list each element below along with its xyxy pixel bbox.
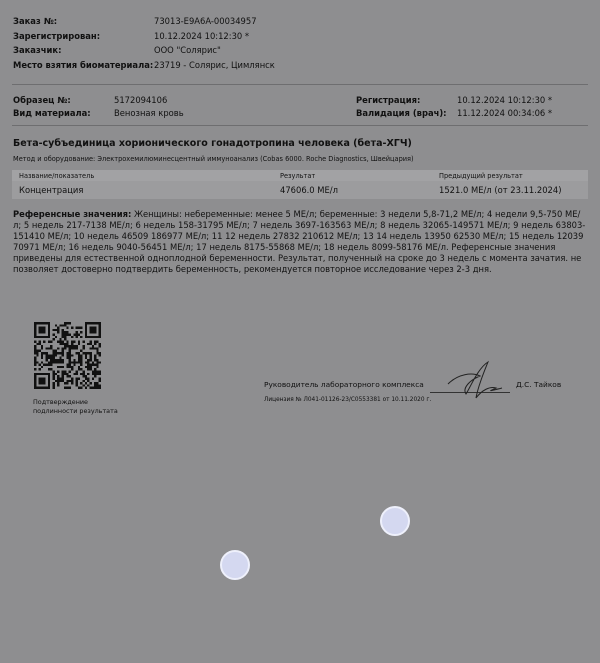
sample-number: 5172094106 — [114, 95, 168, 105]
collection-place-label: Место взятия биоматериала: — [13, 60, 154, 70]
license-text: Лицензия № Л041-01126-23/С0553381 от 10.11.2020 г. — [264, 397, 432, 403]
qr-code[interactable] — [34, 322, 101, 389]
order-number: 73013-E9A6A-00034957 — [154, 16, 257, 26]
divider — [12, 125, 588, 126]
head-of-lab-name: Д.С. Тайков — [516, 380, 562, 389]
material-value: Венозная кровь — [114, 108, 184, 118]
client-value: ООО "Солярис" — [154, 45, 221, 55]
head-of-lab-label: Руководитель лабораторного комплекса — [264, 380, 424, 389]
touch-indicator — [380, 506, 410, 536]
validation-value: 11.12.2024 00:34:06 * — [457, 108, 553, 118]
column-header-name: Название/показатель — [19, 172, 95, 180]
previous-result-value: 1521.0 МЕ/л (от 23.11.2024) — [439, 185, 562, 195]
results-table-header — [12, 170, 588, 181]
reference-text: Женщины: небеременные: менее 5 МЕ/л; беременные: 3 недели 5,8-71,2 МЕ/л; 4 недели 9,5-750 МЕ/л; 5 недель 217-7138 МЕ/л; 6 недель 158-31795 МЕ/л; 7 недель 3697-163563 МЕ/л; 8 недель 32065-149571 МЕ/л; 9 недель 63803-151410 МЕ/л; 10 недель 46509 186977 МЕ/л; 11 12 недель 27832 210612 МЕ/л; 13 14 недель 13950 62530 МЕ/л; 15 недель 12039 70971 МЕ/л; 16 недель 9040-56451 МЕ/л; 17 недель 8175-55868 МЕ/л; 18 недель 8099-58176 МЕ/л. Референсные значения приведены для естественной одноплодной беременности. Результат, полученный на сроке до 3 недель с момента зачатия. не позволяет достоверно подтвердить беременность, рекомендуется повторное исследование через 2-3 дня. — [13, 209, 586, 274]
sample-label: Образец №: — [13, 95, 71, 105]
registration-value: 10.12.2024 10:12:30 * — [457, 95, 553, 105]
test-title: Бета-субъединица хорионического гонадотропина человека (бета-ХГЧ) — [13, 138, 412, 149]
client-label: Заказчик: — [13, 45, 62, 55]
touch-indicator — [220, 550, 250, 580]
reference-label: Референсные значения: — [13, 209, 132, 219]
order-label: Заказ №: — [13, 16, 58, 26]
test-method: Метод и оборудование: Электрохемилюминесцентный иммуноанализ (Cobas 6000. Roche Diagnostics, Швейцария) — [13, 155, 414, 163]
column-header-result: Результат — [280, 172, 316, 180]
registered-value: 10.12.2024 10:12:30 * — [154, 31, 250, 41]
divider — [12, 84, 588, 85]
result-value: 47606.0 МЕ/л — [280, 185, 338, 195]
qr-caption-line-2: подлинности результата — [33, 407, 118, 415]
validation-label: Валидация (врач): — [356, 108, 447, 118]
signature-image — [440, 358, 510, 403]
analyte-name: Концентрация — [19, 185, 84, 195]
qr-caption — [33, 398, 118, 416]
table-row — [12, 181, 588, 199]
collection-place-value: 23719 - Солярис, Цимлянск — [154, 60, 275, 70]
column-header-previous: Предыдущий результат — [439, 172, 523, 180]
registration-label: Регистрация: — [356, 95, 421, 105]
registered-label: Зарегистрирован: — [13, 31, 101, 41]
material-label: Вид материала: — [13, 108, 91, 118]
reference-values — [13, 209, 588, 275]
qr-caption-line-1: Подтверждение — [33, 398, 88, 406]
